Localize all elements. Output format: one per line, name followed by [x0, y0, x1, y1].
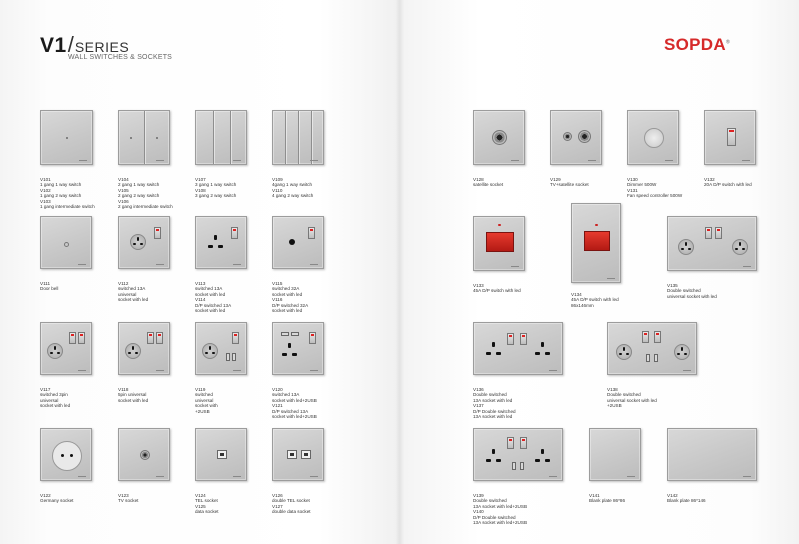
product-v129 [550, 110, 630, 188]
caption-v111: V111 Door bell [40, 281, 59, 292]
caption-v101: V101 1 gang 1 way switch V102 1 gang 2 way switch V103 1 gang intermediate switch [40, 177, 95, 210]
double-socket-plate [473, 322, 563, 375]
caption-v118: V118 5pin universal socket with led [118, 387, 149, 403]
socket-plate [40, 428, 92, 481]
caption-v139: V139 Double switched 13A socket with led+2USB V140 D/P Double switched 13A socket with led+2USB [473, 493, 528, 526]
product-v132 [704, 110, 784, 188]
blank-plate-86 [589, 428, 641, 481]
germany-socket [52, 441, 82, 471]
plate-logo [79, 160, 87, 161]
series-word: SERIES [74, 39, 130, 55]
caption-v141: V141 Blank plate 86*86 [589, 493, 626, 504]
socket-plate [195, 216, 247, 269]
product-v111 [40, 216, 120, 292]
product-v104 [118, 110, 198, 209]
socket-plate [118, 322, 170, 375]
caption-v104: V104 2 gang 1 way switch V105 2 gang 2 way switch V106 2 gang intermediate switch [118, 177, 173, 210]
product-v124 [195, 428, 275, 515]
rocker-switch [154, 227, 161, 239]
caption-v113: V113 switched 13A socket with led V114 D/P switched 13A socket with led [195, 281, 232, 314]
caption-v134: V134 45A D/P switch with led 86x146mm [571, 292, 619, 308]
product-v123 [118, 428, 198, 504]
product-v142 [667, 428, 759, 504]
switch-plate-3gang [195, 110, 247, 165]
caption-v120: V120 switched 13A socket with led+2USB V121 D/P switched 13A socket with led+2USB [272, 387, 317, 420]
coax-port [140, 450, 150, 460]
product-v138 [607, 322, 699, 409]
double-socket-plate [667, 216, 757, 271]
product-v117 [40, 322, 120, 409]
product-v113 [195, 216, 275, 313]
tv-satellite-plate [550, 110, 602, 165]
dp-switch-plate [704, 110, 756, 165]
registered-mark: ® [725, 39, 730, 46]
switch-plate-2gang [118, 110, 170, 165]
series-code: V1 [40, 34, 67, 57]
sopda-logo [664, 35, 730, 55]
caption-v119: V119 switched universal socket with +2USB [195, 387, 218, 414]
product-v133 [473, 216, 553, 294]
satellite-plate [473, 110, 525, 165]
45a-switch-plate [473, 216, 525, 271]
bell-icon [64, 242, 69, 247]
led-indicator [66, 137, 68, 139]
dimmer-plate [627, 110, 679, 165]
caption-v115: V115 switched 32A socket with led V116 D/P switched 32A socket with led [272, 281, 309, 314]
switch-plate-1gang [40, 110, 93, 165]
product-v115 [272, 216, 352, 313]
product-v130 [627, 110, 707, 199]
caption-v128: V128 satellite socket [473, 177, 504, 188]
caption-v112: V112 switched 13A universal socket with led [118, 281, 149, 303]
caption-v138: V138 Double switched universal socket with led +2USB [607, 387, 657, 409]
slash-divider: / [67, 32, 74, 57]
caption-v109: V109 4gang 1 way switch V110 4 gang 2 way switch [272, 177, 314, 199]
product-v126 [272, 428, 352, 515]
product-v141 [589, 428, 669, 504]
caption-v129: V129 TV+satellite socket [550, 177, 589, 188]
product-v118 [118, 322, 198, 403]
caption-v135: V135 Double switched universal socket with led [667, 283, 717, 299]
caption-v133: V133 45A D/P switch with led [473, 283, 521, 294]
caption-v124: V124 TEL socket V125 data socket [195, 493, 219, 515]
socket-plate [40, 322, 92, 375]
product-v139 [473, 428, 565, 525]
socket-plate [272, 322, 324, 375]
product-v101 [40, 110, 120, 209]
caption-v123: V123 TV socket [118, 493, 139, 504]
caption-v136: V136 Double switched 13A socket with led V137 D/P Double switched 13A socket with led [473, 387, 516, 420]
tel-socket-plate [272, 428, 324, 481]
tv-socket-plate [118, 428, 170, 481]
product-v107 [195, 110, 275, 199]
series-header [40, 32, 173, 61]
brand-name: SOPDA [664, 35, 726, 54]
caption-v117: V117 switched 3pin universal socket with led [40, 387, 71, 409]
caption-v132: V132 20A D/P switch with led [704, 177, 752, 188]
product-v109 [272, 110, 352, 199]
product-v122 [40, 428, 120, 504]
blank-plate-146 [667, 428, 757, 481]
dimmer-knob [644, 128, 664, 148]
caption-v130: V130 Dimmer 500W V131 Fan speed controller 500W [627, 177, 683, 199]
series-subtitle: WALL SWITCHES & SOCKETS [68, 54, 173, 61]
socket-plate [272, 216, 324, 269]
caption-v142: V142 Blank plate 86*146 [667, 493, 706, 504]
caption-v122: V122 Germany socket [40, 493, 74, 504]
socket-plate [195, 322, 247, 375]
tel-socket-plate [195, 428, 247, 481]
switch-plate-4gang [272, 110, 324, 165]
double-socket-plate [607, 322, 697, 375]
product-v134 [571, 203, 651, 308]
product-v128 [473, 110, 553, 188]
caption-v107: V107 3 gang 1 way switch V108 3 gang 2 way switch [195, 177, 237, 199]
red-rocker [486, 232, 514, 252]
double-socket-plate [473, 428, 563, 481]
product-v119 [195, 322, 275, 414]
product-v112 [118, 216, 198, 303]
product-v135 [667, 216, 759, 299]
caption-v126: V126 double TEL socket V127 double data socket [272, 493, 311, 515]
socket-plate [118, 216, 170, 269]
45a-switch-plate-tall [571, 203, 621, 283]
product-v136 [473, 322, 565, 419]
doorbell-plate [40, 216, 92, 269]
product-v120 [272, 322, 352, 419]
rj-port [217, 450, 227, 459]
